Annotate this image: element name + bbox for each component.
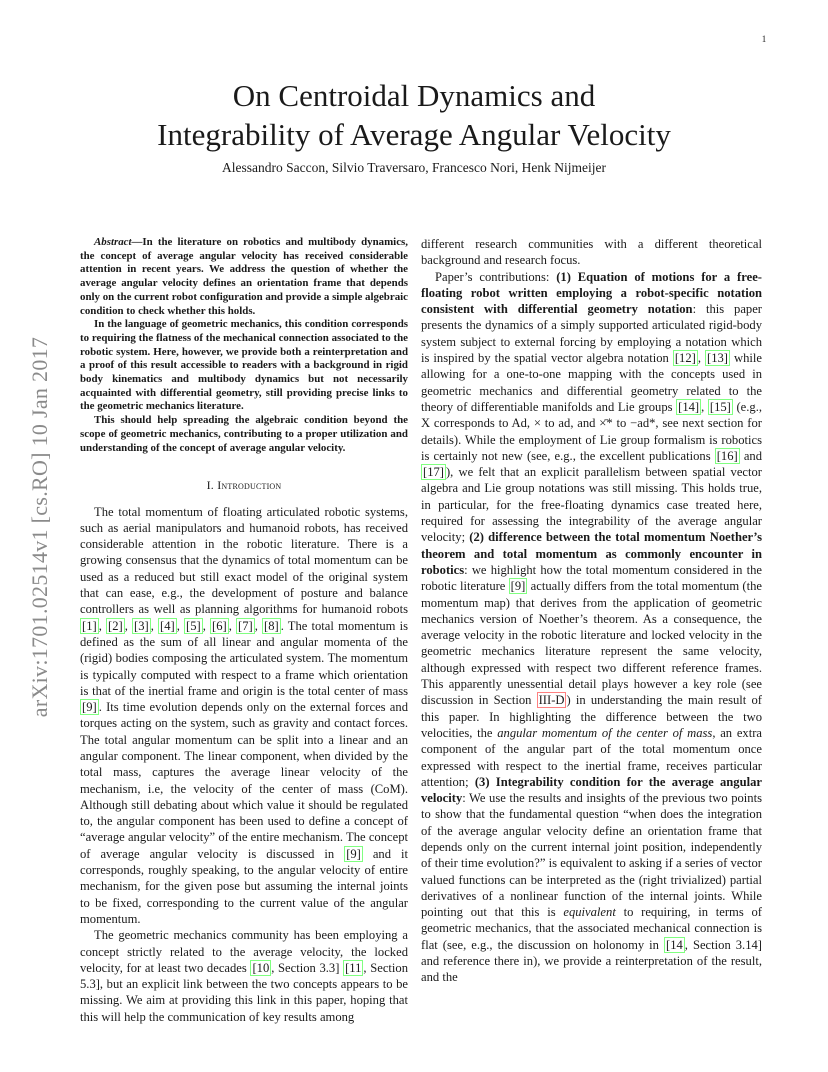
contributions-paragraph: Paper’s contributions: (1) Equation of motions for a free-floating robot written employing a robot-specific notation consistent with differential geometry notation: this paper presents the dynamics of a simply supported articulated rigid-body system subject to external forcing by employing a notation which is inspired by the spatial vector algebra notation [12] , [13] while allowing for a one-to-one mapping with the concepts used in geometric mechanics and differential geometry related to the theory of differentiable manifolds and Lie groups [14] , [15] (e.g., X corresponds to Ad, × to ad, and ×̄* to −ad*, see next section for details). While the employment of Lie group formalism is robotics is certainly not new (see, e.g., the excellent publications [16] and [17] ), we felt that an explicit parallelism between spatial vector algebra and Lie group notations was still missing. This holds true, in particular, for the free-floating dynamics case treated here, required for assessing the integrability of the average angular velocity; (2) difference between the total momentum Noether’s theorem and total momentum as commonly encounter in robotics: we highlight how the total momentum considered in the robotic literature [9] actually differs from the total momentum (the momentum map) that derives from the application of geometric mechanics version of Noether’s theorem. As a consequence, the average velocity in the robotic literature and locked velocity in the geometric mechanics literature represent the same velocity, although expressed with respect two different reference frames. This apparently unessential detail plays however a key role (see discussion in Section III-D ) in understanding the main result of this paper. In highlighting the difference between the two velocities, the angular momentum of the center of mass, an extra component of the angular part of the total momentum once expressed with respect to the inertial frame, receives particular attention; (3) Integrability condition for the average angular velocity: We use the results and insights of the previous two points to show that the fundamental question “when does the integration of the average angular velocity define an orientation frame that depends only on the current internal joint position, independently of their time evolution?” is equivalent to asking if a series of vector valued functions can be interpreted as the (right trivialized) partial derivatives of a nonlinear function of the internal joints. While pointing out that this is equivalent to requiring, in terms of geometric mechanics, that the associated mechanical connection is flat (see, e.g., the discussion on holonomy in [14 , Section 3.14] and reference there in), we provide a reinterpretation of the result, and the bbox=[421, 269, 763, 985]
page-number: 1 bbox=[761, 34, 767, 44]
abstract-label: Abstract bbox=[94, 236, 132, 248]
section-heading-introduction: I. Introduction bbox=[206, 478, 282, 493]
paper-title bbox=[90, 76, 738, 154]
abstract-paragraph-3: This should help spreading the algebraic condition beyond the scope of geometric mechanics, contributing to a proper utilization and understanding of the concept of average angular velocity. bbox=[80, 414, 408, 454]
citation-link[interactable]: [8] bbox=[264, 618, 279, 633]
citation-link[interactable]: [9] bbox=[346, 846, 361, 861]
arxiv-id-label: arXiv:1701.02514v1 [cs.RO] 10 Jan 2017 bbox=[27, 336, 52, 718]
abstract-paragraph-2: In the language of geometric mechanics, this condition corresponds to requiring the flatness of the mechanical connection associated to the robotic system. Here, however, we provide both a reinterpretation and a proof of this result accessible to readers with a background in rigid body kinematics and multibody dynamics but not necessarily acquainted with differential geometry, still providing precise links to the geometric mechanics literature. bbox=[80, 318, 408, 413]
citation-link[interactable]: [6] bbox=[212, 618, 227, 633]
right-column bbox=[421, 236, 762, 986]
arxiv-watermark bbox=[20, 292, 60, 762]
citation-link[interactable]: [7] bbox=[238, 618, 253, 633]
abstract-paragraph-1: Abstract—In the literature on robotics and multibody dynamics, the concept of average angular velocity has received considerable attention in recent years. We address the question of whether the average angular velocity defines an orientation frame that depends only on the current robot configuration and provide a simple algebraic condition to check whether this holds. bbox=[80, 236, 408, 317]
intro-paragraph-2: The geometric mechanics community has been employing a concept strictly related to the average velocity, the locked velocity, for at least two decades [10 , Section 3.3] [11 , Section 5.3], but an explicit link between the two concepts appears to be missing. We aim at providing this link in this paper, hoping that this will help the communication of key results among bbox=[80, 928, 409, 1024]
author-list: Alessandro Saccon, Silvio Traversaro, Francesco Nori, Henk Nijmeijer bbox=[222, 160, 606, 175]
citation-link[interactable]: [13] bbox=[707, 351, 728, 366]
citation-link[interactable]: [15] bbox=[709, 399, 731, 414]
citation-link[interactable]: [16] bbox=[716, 448, 738, 463]
citation-link[interactable]: [5] bbox=[186, 618, 201, 633]
citation-link[interactable]: [4] bbox=[160, 618, 175, 633]
citation-link[interactable]: [10 bbox=[252, 960, 270, 975]
citation-link[interactable]: [1] bbox=[82, 618, 97, 633]
citation-link[interactable]: [9] bbox=[82, 700, 97, 715]
title-line-1: On Centroidal Dynamics and bbox=[232, 78, 596, 113]
citation-link[interactable]: [17] bbox=[423, 465, 444, 480]
citation-link[interactable]: [12] bbox=[674, 351, 696, 366]
citation-link[interactable]: [14] bbox=[678, 399, 700, 414]
citation-link[interactable]: [2] bbox=[108, 618, 123, 633]
intro-paragraph-1: The total momentum of floating articulated robotic systems, such as aerial manipulators and humanoid robots, has received considerable attention in the robotic literature. There is a growing consensus that the dynamics of total momentum can be used as a reduced but still exact model of the original system that can ease, e.g., the development of posture and balance controllers as well as planning algorithms for humanoid robots [1] , [2] , [3] , [4] , [5] , [6] , [7] , [8] . The total momentum is defined as the sum of all linear and angular momenta of the (rigid) bodies composing the articulated system. The momentum is typically computed with respect to a frame which orientation is that of the inertial frame and origin is the total center of mass [9] . Its time evolution depends only on the external forces and torques acting on the system, such as gravity and contact forces. The total angular momentum can be split into a linear and an angular component. The linear component, when divided by the total mass, captures the average linear velocity of the mechanism, i.e, the velocity of the center of mass (CoM). Although still debating about which value it should be regulated to, the angular component has been used to define a concept of “average angular velocity” of the entire mechanism. The concept of average angular velocity is discussed in [9] and it corresponds, roughly speaking, to the angular velocity of entire mechanism, for the given pose but assuming the internal joints to be fixed, corresponding to the current value of the angular momentum. bbox=[80, 504, 408, 926]
intro-paragraph-2-continued: different research communities with a different theoretical background and research focus. bbox=[421, 237, 762, 268]
left-column bbox=[80, 236, 408, 1025]
citation-link[interactable]: [9] bbox=[510, 579, 526, 594]
title-line-2: Integrability of Average Angular Velocity bbox=[157, 117, 671, 152]
citation-link[interactable]: [11 bbox=[345, 960, 362, 975]
abstract bbox=[80, 236, 408, 455]
citation-link[interactable]: [3] bbox=[134, 618, 149, 633]
citation-link[interactable]: [14 bbox=[666, 937, 683, 952]
section-link[interactable]: III-D bbox=[538, 693, 565, 708]
